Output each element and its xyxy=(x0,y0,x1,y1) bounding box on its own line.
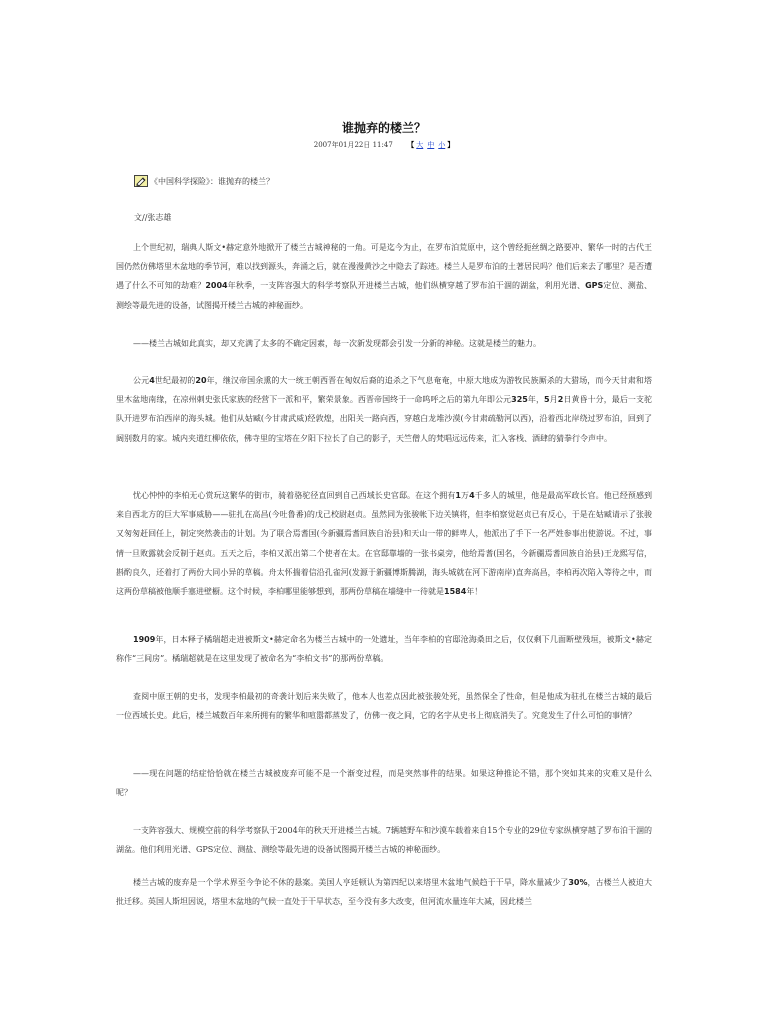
author-line: 文//张志雄 xyxy=(134,213,172,222)
text-run: 月 xyxy=(549,395,558,405)
number-run: GPS xyxy=(585,281,604,291)
text-run: 世纪最初的 xyxy=(154,376,196,385)
paragraph-8 xyxy=(116,821,652,859)
font-size-large-link[interactable]: 大 xyxy=(416,141,424,149)
text-run: 一支阵容强大、规模空前的科学考察队于2004年的秋天开进楼兰古城。7辆越野车和沙漠车载着来自15个专业的29位专家纵横穿越了罗布泊干涸的湖盆。他们利用光谱、GPS定位、测盐、测绘等最先进的设备试图揭开楼兰古城的神秘面纱。 xyxy=(116,826,652,855)
text-run: 楼兰古城的废弃是一个学术界至今争论不休的悬案。美国人亨廷顿认为第四纪以来塔里木盆地气候趋于干旱，降水量减少了 xyxy=(133,878,569,887)
text-run: 年，日本释子橘瑞超走进被斯文•赫定命名为楼兰古城中的一处遗址，当年李柏的官邸沧海桑田之后，仅仅剩下几面断壁残垣，被斯文•赫定称作“三间房”。橘瑞超就是在这里发现了被命名为“李柏文书”的那两份草稿。 xyxy=(116,635,652,664)
text-run: ——现在问题的结症恰恰就在楼兰古城被废弃可能不是一个渐变过程，而是突然事件的结果。如果这种推论不错，那个突如其来的灾难又是什么呢？ xyxy=(116,769,652,798)
text-run: 上个世纪初，瑞典人斯文•赫定意外地掀开了楼兰古城神秘的一角。可是迄今为止，在罗布泊荒原中，这个曾经扼丝绸之路要冲、繁华一时的古代王国仍然仿佛塔里木盆地的季节河，难以找到源头，奔涌之后，就在漫漫黄沙之中隐去了踪迹。楼兰人是罗布泊的土著居民吗？他们后来去了哪里？是否遭遇了什么不可知的劫难？ xyxy=(116,243,652,291)
number-run: 2 xyxy=(557,395,564,405)
text-run: 千多人的城里，他是最高军政长官。他已经预感到来自西北方的巨大军事威胁——驻扎在高昌(今吐鲁番)的戊己校尉赵贞。虽然同为张骏帐下边关镇将，但李柏察觉赵贞已有反心，于是在姑臧请示了张骏又匆匆赶回任上，制定突然袭击的计划。为了联合焉耆国(今新疆焉耆回族自治县)和天山一带的鲜卑人，他派出了手下一名严姓参事出使游说。不过，事情一旦败露就会反制于赵贞。五天之后，李柏又派出第二个使者在太。在官邸靠墙的一张书桌旁，他给焉耆(国名，今新疆焉耆回族自治县)王龙熙写信，斟酌良久，还着打了两份大同小异的草稿。舟太怀揣着信沿孔雀河(发源于新疆博斯腾湖，海头城就在河下游南岸)直奔高昌，李柏再次陷入等待之中，而这两份草稿被他顺手塞进壁橱。这个时候，李柏哪里能够想到，那两份草稿在墙缝中一待就是 xyxy=(116,491,653,597)
article-title: 谁抛弃的楼兰？ xyxy=(341,121,426,135)
text-run: 年！ xyxy=(466,587,483,597)
text-run: 定位、测盐、测绘等最先进的设备，试图揭开楼兰古城的神秘面纱。 xyxy=(116,281,653,310)
publish-date: 2007年01月22日 11:47 xyxy=(313,141,393,149)
number-run: 325 xyxy=(511,395,528,405)
number-run: 2004 xyxy=(205,281,228,291)
text-run: 年， xyxy=(527,395,545,405)
source-line xyxy=(134,173,274,187)
paragraph-4 xyxy=(116,486,652,601)
article-meta xyxy=(0,140,768,150)
text-run: 年，继汉帝国余熏的大一统王朝西晋在匈奴后裔的追杀之下气息奄奄，中原大地成为游牧民族厮杀的大猎场，而今天甘肃和塔里木盆地南缘，在凉州刺史张氏家族的经营下一派和平，繁荣景象。西晋帝国终于一命呜呼之后的第九年即公元 xyxy=(116,376,653,405)
paragraph-6 xyxy=(116,687,652,725)
number-run: 5 xyxy=(544,395,550,405)
number-run: 4 xyxy=(469,491,475,500)
number-run: 1909 xyxy=(133,635,156,644)
text-run: ，古楼兰人被迫大批迁移。英国人斯坦因说，塔里木盆地的气候一直处于干旱状态，至今没有多大改变，但河流水量连年大减，因此楼兰 xyxy=(116,878,652,907)
paragraph-2 xyxy=(116,334,652,353)
number-run: 1584 xyxy=(444,587,467,597)
number-run: 20 xyxy=(195,376,207,385)
edit-note-icon xyxy=(134,175,148,187)
number-run: 30% xyxy=(568,878,588,887)
text-run: ——楼兰古城如此真实，却又充满了太多的不确定因素，每一次新发现都会引发一分新的神秘。这就是楼兰的魅力。 xyxy=(133,339,541,348)
text-run: 万 xyxy=(460,491,470,500)
paragraph-9 xyxy=(116,873,652,911)
paragraph-1 xyxy=(116,238,652,315)
bracket-close: 】 xyxy=(447,140,455,149)
font-size-medium-link[interactable]: 中 xyxy=(427,141,435,149)
bracket-open: 【 xyxy=(407,140,415,149)
text-run: 日黄昏十分，最后一支驼队开进罗布泊西岸的海头城。他们从姑臧(今甘肃武威)经敦煌，出阳关一路向西，穿越白龙堆沙漠(今甘肃疏勒河以西)，沿着西北岸绕过罗布泊，回到了阔别数月的家。城内夹道红柳依依，佛寺里的宝塔在夕阳下拉长了自己的影子，天竺僧人的梵唱远远传来，汇入客栈、酒肆的猜拳行令声中。 xyxy=(116,395,653,443)
paragraph-3 xyxy=(116,371,652,448)
number-run: 1 xyxy=(455,491,461,500)
font-size-small-link[interactable]: 小 xyxy=(438,141,446,149)
text-run: 查阅中原王朝的史书，发现李柏最初的奇袭计划后来失败了，他本人也差点因此被张骏处死，虽然保全了性命，但是他成为驻扎在楼兰古城的最后一位西域长史。此后，楼兰城数百年来所拥有的繁华和喧嚣都蒸发了，仿佛一夜之间，它的名字从史书上彻底消失了。究竟发生了什么可怕的事情？ xyxy=(116,692,652,721)
paragraph-7 xyxy=(116,764,652,802)
text-run: 公元 xyxy=(133,376,150,385)
text-run: 忧心忡忡的李柏无心赏玩这繁华的街市，骑着骆驼径直回到自己西域长史官邸。在这个拥有 xyxy=(133,491,456,500)
source-text: 《中国科学探险》：谁抛弃的楼兰？ xyxy=(150,177,274,186)
paragraph-5 xyxy=(116,630,652,668)
text-run: 年秋季，一支阵容强大的科学考察队开进楼兰古城，他们纵横穿越了罗布泊干涸的湖盆，利用光谱、 xyxy=(227,281,586,291)
number-run: 4 xyxy=(149,376,155,385)
